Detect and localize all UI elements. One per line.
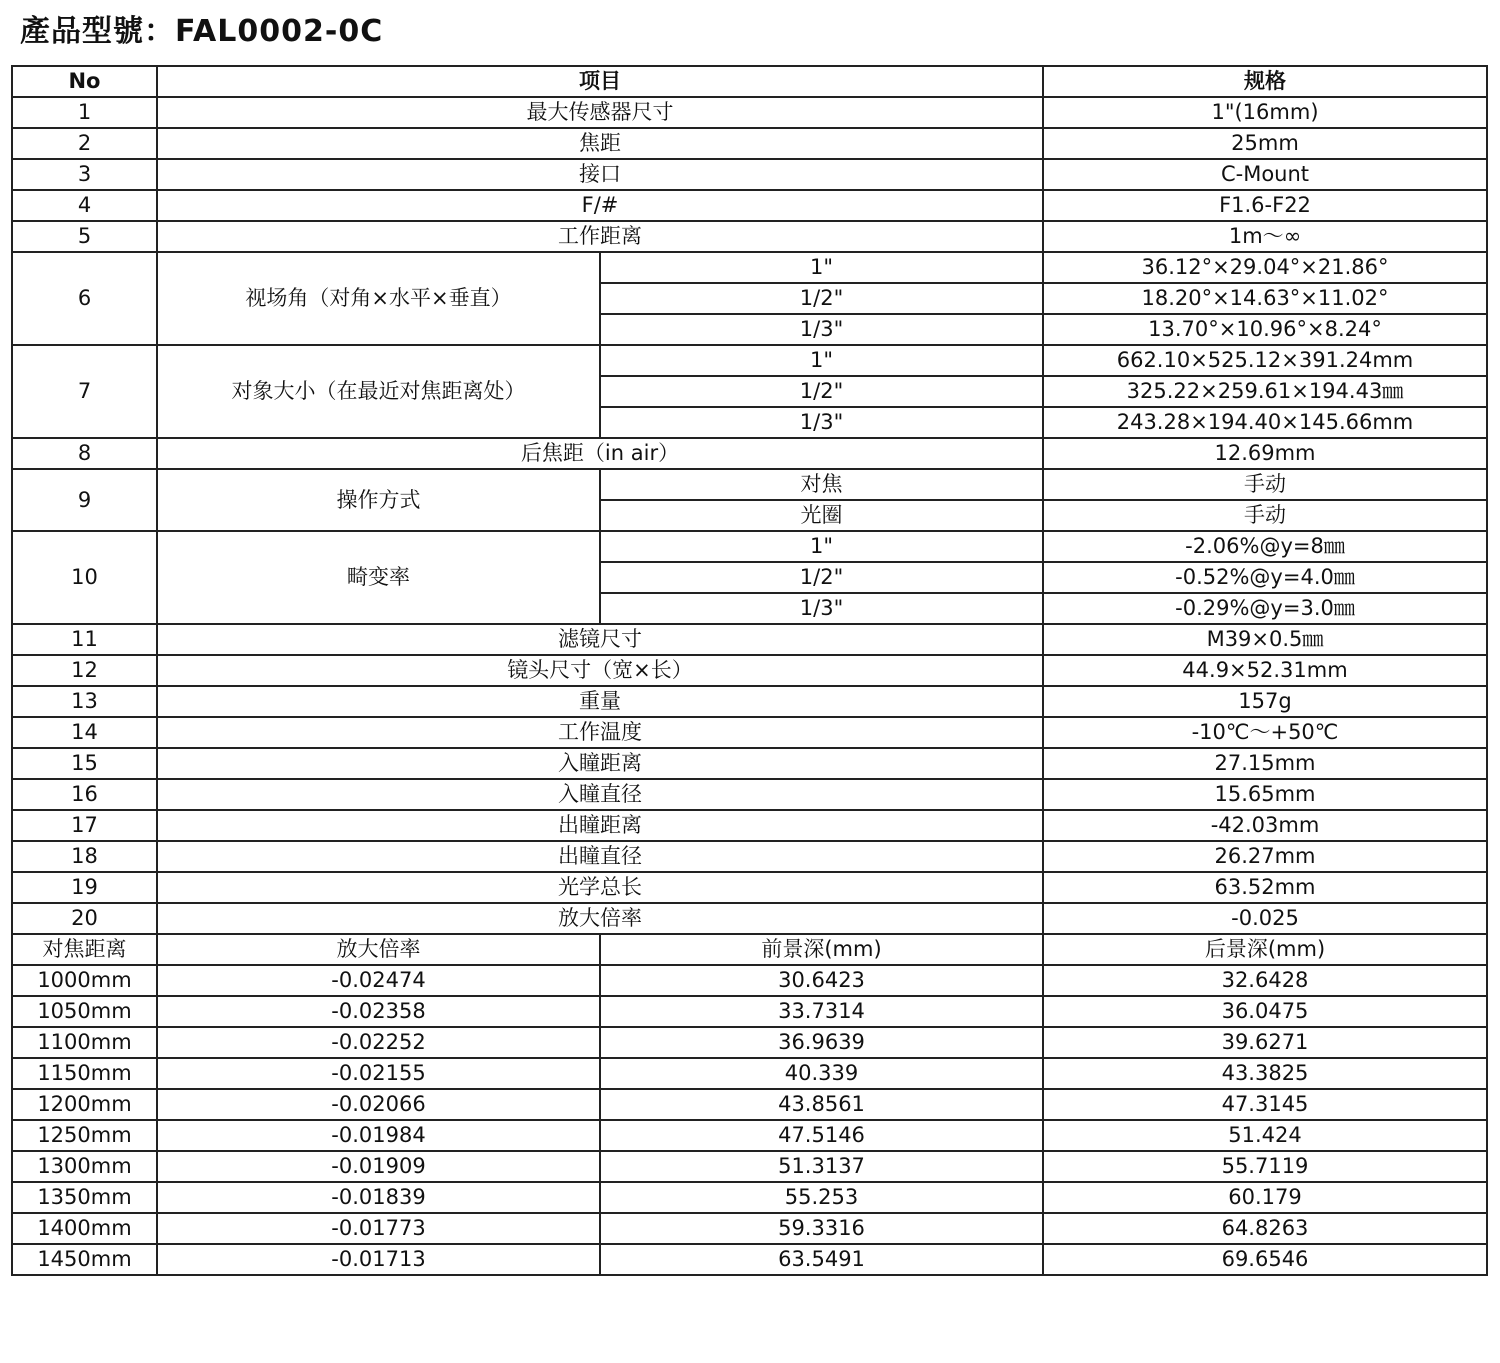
dof-cell: -0.01713 <box>157 1244 600 1275</box>
dof-cell: -0.01984 <box>157 1120 600 1151</box>
spec-value: -0.52%@y=4.0㎜ <box>1043 562 1487 593</box>
dof-cell: 1350mm <box>12 1182 157 1213</box>
row-number: 17 <box>12 810 157 841</box>
dof-cell: 40.339 <box>600 1058 1043 1089</box>
table-row <box>12 779 1487 810</box>
item-name: 焦距 <box>157 128 1043 159</box>
header-no: No <box>12 66 157 97</box>
row-number: 19 <box>12 872 157 903</box>
table-row <box>12 934 1487 965</box>
sub-item: 光圈 <box>600 500 1043 531</box>
table-row <box>12 128 1487 159</box>
dof-cell: -0.01909 <box>157 1151 600 1182</box>
sub-item: 对焦 <box>600 469 1043 500</box>
spec-value: 157g <box>1043 686 1487 717</box>
spec-value: 1"(16mm) <box>1043 97 1487 128</box>
dof-cell: -0.02066 <box>157 1089 600 1120</box>
sub-item: 1" <box>600 252 1043 283</box>
spec-value: 325.22×259.61×194.43㎜ <box>1043 376 1487 407</box>
dof-cell: 1250mm <box>12 1120 157 1151</box>
dof-cell: 1450mm <box>12 1244 157 1275</box>
table-row <box>12 1027 1487 1058</box>
dof-cell: 32.6428 <box>1043 965 1487 996</box>
spec-value: 26.27mm <box>1043 841 1487 872</box>
item-name: 光学总长 <box>157 872 1043 903</box>
sub-item: 1" <box>600 345 1043 376</box>
table-row <box>12 159 1487 190</box>
row-number: 4 <box>12 190 157 221</box>
header-item: 项目 <box>157 66 1043 97</box>
item-name: 工作温度 <box>157 717 1043 748</box>
table-row <box>12 965 1487 996</box>
dof-cell: 1400mm <box>12 1213 157 1244</box>
spec-value: -0.29%@y=3.0㎜ <box>1043 593 1487 624</box>
item-name: 工作距离 <box>157 221 1043 252</box>
sub-item: 1/2" <box>600 283 1043 314</box>
dof-cell: 1100mm <box>12 1027 157 1058</box>
row-number: 14 <box>12 717 157 748</box>
row-number: 1 <box>12 97 157 128</box>
sub-item: 1/3" <box>600 593 1043 624</box>
row-number: 18 <box>12 841 157 872</box>
row-number: 8 <box>12 438 157 469</box>
spec-value: 243.28×194.40×145.66mm <box>1043 407 1487 438</box>
table-row <box>12 624 1487 655</box>
dof-cell: -0.01839 <box>157 1182 600 1213</box>
dof-cell: 55.253 <box>600 1182 1043 1213</box>
dof-cell: -0.02358 <box>157 996 600 1027</box>
spec-value: 36.12°×29.04°×21.86° <box>1043 252 1487 283</box>
table-row <box>12 810 1487 841</box>
item-name: 入瞳距离 <box>157 748 1043 779</box>
row-number: 6 <box>12 252 157 345</box>
dof-cell: 1050mm <box>12 996 157 1027</box>
sub-item: 1/3" <box>600 407 1043 438</box>
spec-value: F1.6-F22 <box>1043 190 1487 221</box>
table-row <box>12 1120 1487 1151</box>
row-number: 13 <box>12 686 157 717</box>
table-row <box>12 66 1487 97</box>
dof-cell: 1300mm <box>12 1151 157 1182</box>
dof-cell: 51.3137 <box>600 1151 1043 1182</box>
item-name: 出瞳距离 <box>157 810 1043 841</box>
spec-table <box>11 65 1488 1276</box>
spec-value: 63.52mm <box>1043 872 1487 903</box>
spec-table-body <box>12 66 1487 1275</box>
table-row <box>12 1058 1487 1089</box>
spec-value: 15.65mm <box>1043 779 1487 810</box>
dof-cell: 36.0475 <box>1043 996 1487 1027</box>
row-number: 10 <box>12 531 157 624</box>
dof-cell: 43.3825 <box>1043 1058 1487 1089</box>
table-row <box>12 97 1487 128</box>
table-row <box>12 469 1487 500</box>
dof-cell: -0.02155 <box>157 1058 600 1089</box>
dof-cell: 47.5146 <box>600 1120 1043 1151</box>
dof-cell: 43.8561 <box>600 1089 1043 1120</box>
dof-cell: 55.7119 <box>1043 1151 1487 1182</box>
table-row <box>12 996 1487 1027</box>
spec-value: 44.9×52.31mm <box>1043 655 1487 686</box>
sub-item: 1/2" <box>600 376 1043 407</box>
item-name: 放大倍率 <box>157 903 1043 934</box>
dof-cell: -0.02474 <box>157 965 600 996</box>
dof-cell: 36.9639 <box>600 1027 1043 1058</box>
dof-cell: 59.3316 <box>600 1213 1043 1244</box>
table-row <box>12 1244 1487 1275</box>
sub-item: 1" <box>600 531 1043 562</box>
spec-value: 25mm <box>1043 128 1487 159</box>
dof-cell: 69.6546 <box>1043 1244 1487 1275</box>
table-row <box>12 252 1487 283</box>
sub-item: 1/2" <box>600 562 1043 593</box>
dof-cell: 33.7314 <box>600 996 1043 1027</box>
row-number: 7 <box>12 345 157 438</box>
table-row <box>12 345 1487 376</box>
item-name: 接口 <box>157 159 1043 190</box>
item-name: 重量 <box>157 686 1043 717</box>
spec-value: 手动 <box>1043 500 1487 531</box>
dof-cell: -0.01773 <box>157 1213 600 1244</box>
table-row <box>12 748 1487 779</box>
row-number: 2 <box>12 128 157 159</box>
table-row <box>12 872 1487 903</box>
spec-value: 手动 <box>1043 469 1487 500</box>
table-row <box>12 1089 1487 1120</box>
dof-header-cell: 后景深(mm) <box>1043 934 1487 965</box>
spec-value: M39×0.5㎜ <box>1043 624 1487 655</box>
item-name: 滤镜尺寸 <box>157 624 1043 655</box>
row-number: 11 <box>12 624 157 655</box>
spec-value: -10℃～+50℃ <box>1043 717 1487 748</box>
spec-value: 1m～∞ <box>1043 221 1487 252</box>
spec-value: 662.10×525.12×391.24mm <box>1043 345 1487 376</box>
table-row <box>12 903 1487 934</box>
table-row <box>12 221 1487 252</box>
product-model-title: 產品型號：FAL0002-0C <box>20 14 384 49</box>
dof-header-cell: 前景深(mm) <box>600 934 1043 965</box>
item-name: F/# <box>157 190 1043 221</box>
spec-value: -2.06%@y=8㎜ <box>1043 531 1487 562</box>
row-number: 5 <box>12 221 157 252</box>
dof-cell: 1200mm <box>12 1089 157 1120</box>
spec-value: 13.70°×10.96°×8.24° <box>1043 314 1487 345</box>
dof-cell: 64.8263 <box>1043 1213 1487 1244</box>
table-row <box>12 531 1487 562</box>
spec-value: C-Mount <box>1043 159 1487 190</box>
spec-value: 18.20°×14.63°×11.02° <box>1043 283 1487 314</box>
table-row <box>12 1151 1487 1182</box>
item-name: 畸变率 <box>157 531 600 624</box>
item-name: 对象大小（在最近对焦距离处） <box>157 345 600 438</box>
item-name: 操作方式 <box>157 469 600 531</box>
row-number: 3 <box>12 159 157 190</box>
dof-header-cell: 放大倍率 <box>157 934 600 965</box>
table-row <box>12 717 1487 748</box>
table-row <box>12 841 1487 872</box>
row-number: 20 <box>12 903 157 934</box>
spec-value: -0.025 <box>1043 903 1487 934</box>
table-row <box>12 190 1487 221</box>
item-name: 后焦距（in air） <box>157 438 1043 469</box>
dof-cell: 1150mm <box>12 1058 157 1089</box>
spec-value: 12.69mm <box>1043 438 1487 469</box>
dof-cell: 30.6423 <box>600 965 1043 996</box>
table-row <box>12 438 1487 469</box>
item-name: 入瞳直径 <box>157 779 1043 810</box>
item-name: 镜头尺寸（宽×长） <box>157 655 1043 686</box>
row-number: 12 <box>12 655 157 686</box>
dof-header-cell: 对焦距离 <box>12 934 157 965</box>
dof-cell: 47.3145 <box>1043 1089 1487 1120</box>
item-name: 视场角（对角×水平×垂直） <box>157 252 600 345</box>
dof-cell: 51.424 <box>1043 1120 1487 1151</box>
row-number: 9 <box>12 469 157 531</box>
sub-item: 1/3" <box>600 314 1043 345</box>
dof-cell: 60.179 <box>1043 1182 1487 1213</box>
dof-cell: -0.02252 <box>157 1027 600 1058</box>
dof-cell: 1000mm <box>12 965 157 996</box>
table-row <box>12 655 1487 686</box>
dof-cell: 39.6271 <box>1043 1027 1487 1058</box>
table-row <box>12 686 1487 717</box>
spec-value: -42.03mm <box>1043 810 1487 841</box>
spec-value: 27.15mm <box>1043 748 1487 779</box>
table-row <box>12 1213 1487 1244</box>
item-name: 出瞳直径 <box>157 841 1043 872</box>
dof-cell: 63.5491 <box>600 1244 1043 1275</box>
header-spec: 规格 <box>1043 66 1487 97</box>
row-number: 16 <box>12 779 157 810</box>
item-name: 最大传感器尺寸 <box>157 97 1043 128</box>
row-number: 15 <box>12 748 157 779</box>
table-row <box>12 1182 1487 1213</box>
